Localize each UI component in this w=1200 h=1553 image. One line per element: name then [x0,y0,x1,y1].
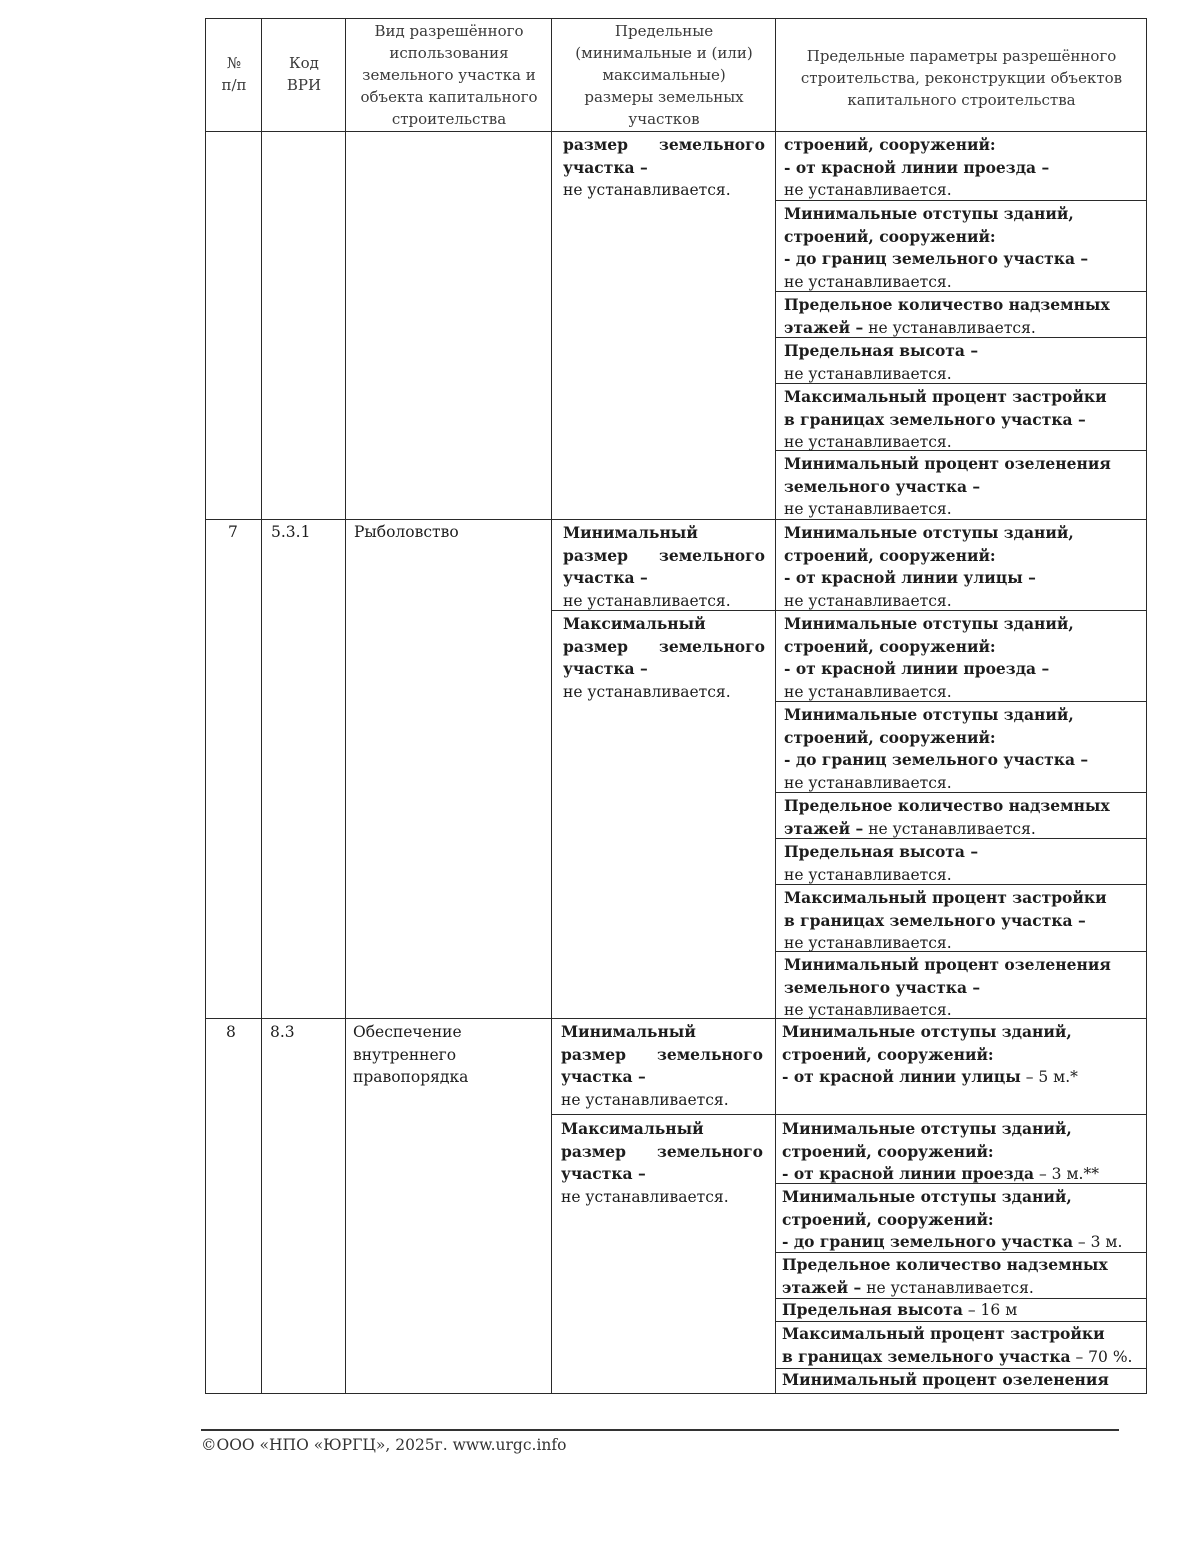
param-label: Минимальные отступы зданий, [784,523,1074,542]
param-value: – 5 м.* [1020,1068,1078,1086]
param-cell [782,1323,1138,1368]
header-num-line: п/п [221,76,247,94]
size-label: земельного [656,1141,763,1161]
param-cell [782,1369,1138,1392]
param-value: не устанавливается. [784,433,952,451]
size-label: земельного [658,135,765,154]
header-code-line: Код [289,54,319,72]
size-label: участка – [561,1067,646,1086]
param-label: Максимальный процент застройки [784,387,1107,406]
param-label: Минимальные отступы зданий, [782,1022,1072,1041]
param-label: строений, сооружений: [784,636,996,656]
header-vid-line: использования [389,44,509,62]
param-cell [782,1021,1138,1089]
param-label: - до границ земельного участка – [784,750,1089,769]
header-vid-line: Вид разрешённого [374,22,524,40]
size-label: участка – [563,568,648,587]
size-min-cell [561,1021,763,1111]
param-label: в границах земельного участка – [784,409,1086,429]
header-vid-line: объекта капитального [360,88,538,106]
header-vid-line: земельного участка и [362,66,536,84]
size-label: земельного [658,636,765,656]
header-vid [347,20,551,130]
row-name-line: внутреннего [353,1045,457,1064]
header-num [207,52,261,96]
param-label: в границах земельного участка [782,1346,1071,1366]
param-label: Минимальный процент озеленения [782,1370,1109,1389]
row-name-line: Обеспечение [353,1023,462,1041]
size-label: размер [563,135,628,154]
header-params-line: строительства, реконструкции объектов [800,69,1123,87]
param-cell [784,134,1140,202]
param-label: - от красной линии проезда [782,1164,1035,1183]
footer-copyright: ©ООО «НПО «ЮРГЦ», 2025г. www.urgc.info [201,1436,567,1454]
sizes-cell-continued [563,134,765,202]
param-label: Минимальные отступы зданий, [784,705,1074,724]
param-label: Минимальные отступы зданий, [782,1119,1072,1138]
param-value: не устанавливается. [784,865,952,884]
row-num: 7 [228,523,238,541]
param-label: Максимальный процент застройки [784,888,1107,907]
param-cell [782,1299,1138,1322]
header-sizes-line: (минимальные и (или) [575,44,753,62]
size-max-cell [561,1118,763,1208]
size-value: не устанавливается. [563,591,731,610]
param-cell [784,613,1140,703]
size-label: земельного [658,545,765,565]
row-name [353,1021,468,1089]
param-label: Предельная высота [782,1300,963,1319]
param-cell [784,453,1140,521]
param-value: не устанавливается. [784,364,952,383]
size-label: Максимальный [561,1119,704,1138]
row-code: 8.3 [270,1023,295,1041]
header-sizes-line: максимальные) [602,66,726,84]
param-label: Предельное количество надземных [782,1255,1108,1274]
size-min-cell [563,522,765,612]
param-label: строений, сооружений: [784,727,996,747]
param-label: строений, сооружений: [784,135,996,154]
header-sizes-line: размеры земельных [584,88,744,106]
param-label: - от красной линии улицы [782,1067,1021,1086]
param-label: строений, сооружений: [782,1141,994,1161]
param-cell [784,954,1140,1022]
footer-rule [201,1429,1119,1431]
row-num: 8 [226,1023,236,1041]
param-label: строений, сооружений: [784,545,996,565]
row-name: Рыболовство [354,523,459,541]
param-value: не устанавливается. [784,934,952,952]
param-label: Максимальный процент застройки [782,1324,1105,1343]
param-label: строений, сооружений: [782,1209,994,1229]
param-cell [784,795,1140,840]
size-label: Максимальный [563,614,706,633]
param-value: не устанавливается. [784,1001,952,1019]
param-label: строений, сооружений: [782,1044,994,1064]
param-cell [782,1118,1138,1186]
size-label: земельного [656,1044,763,1064]
param-value: не устанавливается. [868,819,1036,838]
param-cell [784,386,1140,454]
param-label: - от красной линии проезда – [784,157,1050,177]
param-cell [784,704,1140,794]
param-value: не устанавливается. [868,318,1036,337]
size-label: размер [561,1141,626,1161]
row-name-line: правопорядка [353,1068,469,1086]
param-value: – 70 %. [1070,1347,1133,1366]
param-label: Предельное количество надземных [784,796,1110,815]
size-label: Минимальный [563,523,698,542]
param-value: не устанавливается. [784,500,952,518]
param-label: строений, сооружений: [784,226,996,246]
size-value: не устанавливается. [561,1187,729,1206]
param-value: не устанавливается. [784,682,952,701]
param-cell [782,1186,1138,1254]
param-cell [784,294,1140,339]
param-value: не устанавливается. [784,773,952,792]
param-label: Минимальные отступы зданий, [784,614,1074,633]
size-label: размер [563,545,628,565]
param-value: не устанавливается. [784,181,952,199]
header-num-line: № [226,54,242,72]
param-label: Предельная высота – [784,341,979,360]
param-label: Минимальные отступы зданий, [782,1187,1072,1206]
param-label: Предельная высота – [784,842,979,861]
param-label: этажей – [784,317,864,337]
param-cell [782,1254,1138,1299]
param-label: Предельное количество надземных [784,295,1110,314]
param-cell [784,203,1140,293]
header-sizes-line: участков [628,110,700,128]
param-cell [784,340,1140,385]
param-value: – 3 м. [1073,1233,1123,1251]
param-label: - от красной линии проезда – [784,659,1050,678]
param-label: земельного участка – [784,476,981,496]
size-label: размер [561,1044,626,1064]
row-code: 5.3.1 [271,523,311,541]
size-label: участка – [563,157,648,177]
param-label: этажей – [784,818,864,838]
header-params [777,45,1146,111]
param-value: не устанавливается. [866,1278,1034,1297]
param-cell [784,887,1140,955]
header-params-line: капитального строительства [847,91,1076,109]
header-sizes [553,20,775,130]
size-label: участка – [561,1164,646,1183]
param-value: не устанавливается. [784,591,952,610]
size-label: участка – [563,659,648,678]
param-cell [784,522,1140,612]
header-code [263,52,345,96]
param-label: Минимальные отступы зданий, [784,204,1074,223]
param-label: Минимальный процент озеленения [784,454,1111,473]
param-value: – 16 м [962,1301,1018,1319]
param-label: в границах земельного участка – [784,910,1086,930]
param-value: – 3 м.** [1034,1165,1099,1183]
param-label: земельного участка – [784,977,981,997]
param-label: - от красной линии улицы – [784,568,1036,587]
header-sizes-line: Предельные [614,22,714,40]
param-label: - до границ земельного участка [782,1232,1073,1251]
size-label: Минимальный [561,1022,696,1041]
param-label: - до границ земельного участка – [784,249,1089,268]
param-value: не устанавливается. [784,272,952,291]
header-params-line: Предельные параметры разрешённого [806,47,1117,65]
size-value: не устанавливается. [561,1090,729,1109]
param-label: Минимальный процент озеленения [784,955,1111,974]
header-code-line: ВРИ [286,76,322,94]
param-label: этажей – [782,1277,862,1297]
size-value: не устанавливается. [563,682,731,701]
size-label: размер [563,636,628,656]
header-vid-line: строительства [391,110,507,128]
param-cell [784,841,1140,886]
size-max-cell [563,613,765,703]
size-value: не устанавливается. [563,181,731,199]
